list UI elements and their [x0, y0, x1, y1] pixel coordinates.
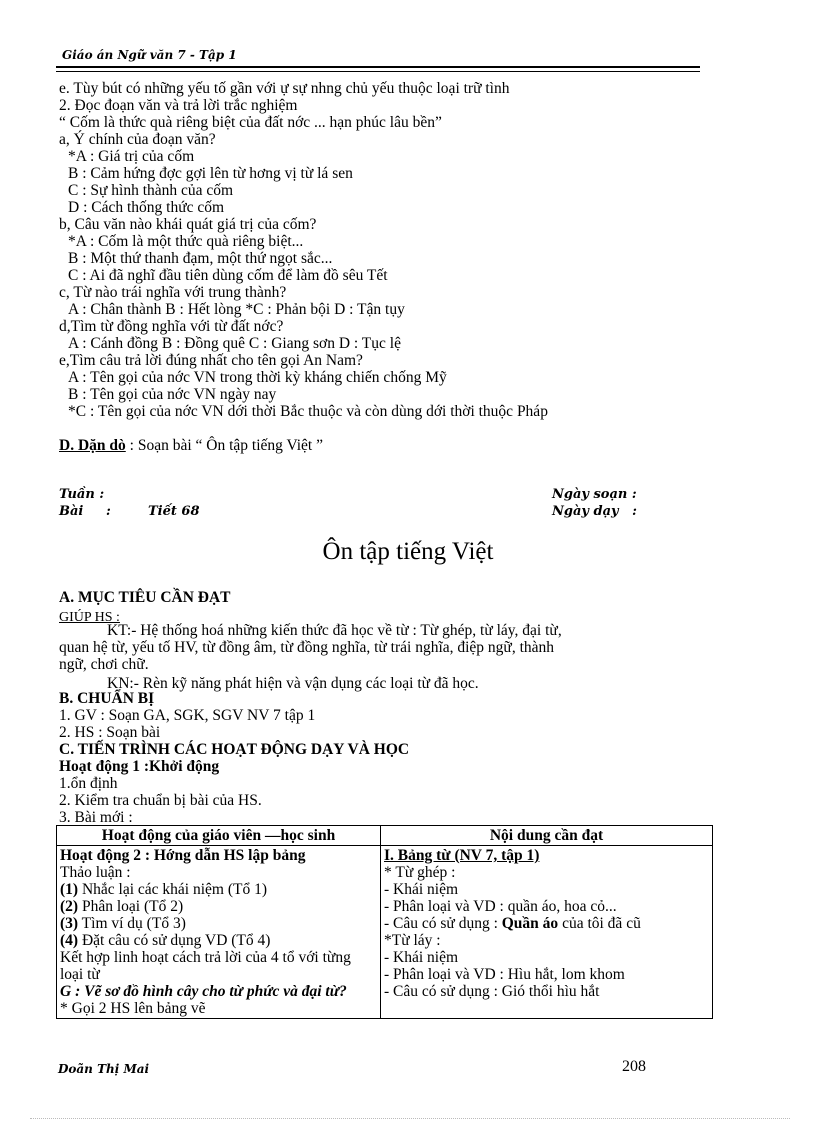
kn-line: KN:- Rèn kỹ năng phát hiện và vận dụng các loại từ đã học.: [107, 675, 479, 692]
quiz-line: c, Từ nào trái nghĩa với trung thành?: [59, 284, 287, 301]
homework-label: D. Dặn dò: [59, 437, 126, 454]
activity-2-title: Hoạt động 2 : Hớng dẫn HS lập bảng: [60, 847, 306, 864]
content-heading: I. Bảng từ (NV 7, tập 1): [384, 847, 540, 864]
discussion-label: Thảo luận :: [60, 864, 131, 881]
task-item: (1) Nhắc lại các khái niệm (Tổ 1): [60, 881, 268, 898]
table-header-content: Nội dung cần đạt: [381, 826, 713, 846]
section-a: [59, 589, 719, 692]
task-item: (2) Phân loại (Tổ 2): [60, 898, 184, 915]
table-header-row: [57, 826, 713, 846]
quiz-line: A : Tên gọi của nớc VN trong thời kỳ kháng chiến chống Mỹ: [68, 369, 447, 386]
teacher-activities-cell: [57, 846, 381, 1019]
page-header: Giáo án Ngữ văn 7 - Tập 1: [62, 48, 237, 62]
combine-note: Kết hợp linh hoạt cách trả lời của 4 tổ với từng loại từ: [60, 949, 351, 983]
footer-divider: [30, 1118, 790, 1119]
kt-line: KT:- Hệ thống hoá những kiến thức đã học về từ : Từ ghép, từ láy, đại từ,: [107, 622, 562, 639]
content-line: - Câu có sử dụng : Gió thổi hìu hắt: [384, 983, 600, 1000]
page-number: 208: [622, 1058, 646, 1075]
content-line: - Câu có sử dụng : Quần áo của tôi đã cũ: [384, 915, 641, 932]
quiz-line: d,Tìm từ đồng nghĩa với từ đất nớc?: [59, 318, 284, 335]
kt-line: ngữ, chơi chữ.: [59, 656, 149, 673]
quiz-line: D : Cách thống thức cốm: [68, 199, 225, 216]
section-a-heading: A. MỤC TIÊU CẦN ĐẠT: [59, 589, 231, 606]
lesson-label: Bài :: [59, 504, 111, 519]
quiz-line: *A : Giá trị của cốm: [68, 148, 195, 165]
quiz-line: e. Tùy bút có những yếu tố gần với ự sự nhng chủ yếu thuộc loại trữ tình: [59, 80, 510, 97]
table-row: [57, 846, 713, 1019]
week-label: Tuần :: [59, 487, 105, 502]
quiz-line: e,Tìm câu trả lời đúng nhất cho tên gọi An Nam?: [59, 352, 363, 369]
lesson-table: [56, 825, 713, 1019]
giup-hs: GIÚP HS :: [59, 610, 120, 625]
quiz-line: C : Ai đã nghĩ đầu tiên dùng cốm để làm đồ sêu Tết: [68, 267, 388, 284]
content-line: * Từ ghép :: [384, 864, 456, 881]
section-c-heading: C. TIẾN TRÌNH CÁC HOẠT ĐỘNG DẠY VÀ HỌC: [59, 741, 410, 758]
content-line: *Từ láy :: [384, 932, 441, 949]
homework-text: : Soạn bài “ Ôn tập tiếng Việt ”: [125, 437, 323, 454]
header-rule-thin: [56, 71, 700, 72]
period-label: Tiết 68: [148, 504, 200, 519]
section-c-item: 3. Bài mới :: [59, 809, 133, 826]
call-students: * Gọi 2 HS lên bảng vẽ: [60, 1000, 206, 1017]
prepared-date-label: Ngày soạn :: [552, 487, 637, 502]
section-b-item: 2. HS : Soạn bài: [59, 724, 161, 741]
quiz-line: a, Ý chính của đoạn văn?: [59, 131, 216, 148]
quiz-line: *A : Cốm là một thức quà riêng biệt...: [68, 233, 304, 250]
section-b-heading: B. CHUẨN BỊ: [59, 690, 155, 707]
content-line: - Phân loại và VD : Hìu hắt, lom khom: [384, 966, 625, 983]
lesson-title: Ôn tập tiếng Việt: [322, 538, 494, 565]
quiz-block: [59, 80, 719, 420]
activity-1: Hoạt động 1 :Khởi động: [59, 758, 220, 775]
footer-author: Doãn Thị Mai: [58, 1062, 150, 1076]
teacher-question: G : Vẽ sơ đồ hình cây cho từ phức và đại từ?: [60, 983, 347, 1000]
task-item: (4) Đặt câu có sử dụng VD (Tổ 4): [60, 932, 271, 949]
content-line: - Khái niệm: [384, 881, 459, 898]
quiz-line: B : Tên gọi của nớc VN ngày nay: [68, 386, 277, 403]
teaching-date-label: Ngày dạy :: [552, 504, 637, 519]
table-header-teacher: Hoạt động của giáo viên —học sinh: [57, 826, 381, 846]
task-item: (3) Tìm ví dụ (Tổ 3): [60, 915, 186, 932]
homework-line: [59, 437, 719, 454]
section-c-item: 2. Kiểm tra chuẩn bị bài của HS.: [59, 792, 262, 809]
header-rule-thick: [56, 66, 700, 68]
section-c-item: 1.ổn định: [59, 775, 118, 792]
kt-line: quan hệ từ, yếu tố HV, từ đồng âm, từ đồng nghĩa, từ trái nghĩa, điệp ngữ, thành: [59, 639, 555, 656]
quiz-line: A : Chân thành B : Hết lòng *C : Phản bội D : Tận tụy: [68, 301, 405, 318]
content-line: - Phân loại và VD : quần áo, hoa cỏ...: [384, 898, 617, 915]
quiz-line: B : Cảm hứng đợc gợi lên từ hơng vị từ lá sen: [68, 165, 353, 182]
quiz-line: “ Cốm là thức quà riêng biệt của đất nớc ... hạn phúc lâu bền”: [59, 114, 442, 131]
quiz-line: B : Một thứ thanh đạm, một thứ ngọt sắc...: [68, 250, 333, 267]
section-b-item: 1. GV : Soạn GA, SGK, SGV NV 7 tập 1: [59, 707, 316, 724]
content-line: - Khái niệm: [384, 949, 459, 966]
content-cell: [381, 846, 713, 1019]
quiz-line: b, Câu văn nào khái quát giá trị của cốm?: [59, 216, 317, 233]
quiz-line: *C : Tên gọi của nớc VN dới thời Bắc thuộc và còn dùng dới thời thuộc Pháp: [68, 403, 548, 420]
quiz-line: 2. Đọc đoạn văn và trả lời trắc nghiệm: [59, 97, 298, 114]
section-b: [59, 690, 719, 826]
quiz-line: A : Cánh đồng B : Đồng quê C : Giang sơn D : Tục lệ: [68, 335, 401, 352]
quiz-line: C : Sự hình thành của cốm: [68, 182, 234, 199]
